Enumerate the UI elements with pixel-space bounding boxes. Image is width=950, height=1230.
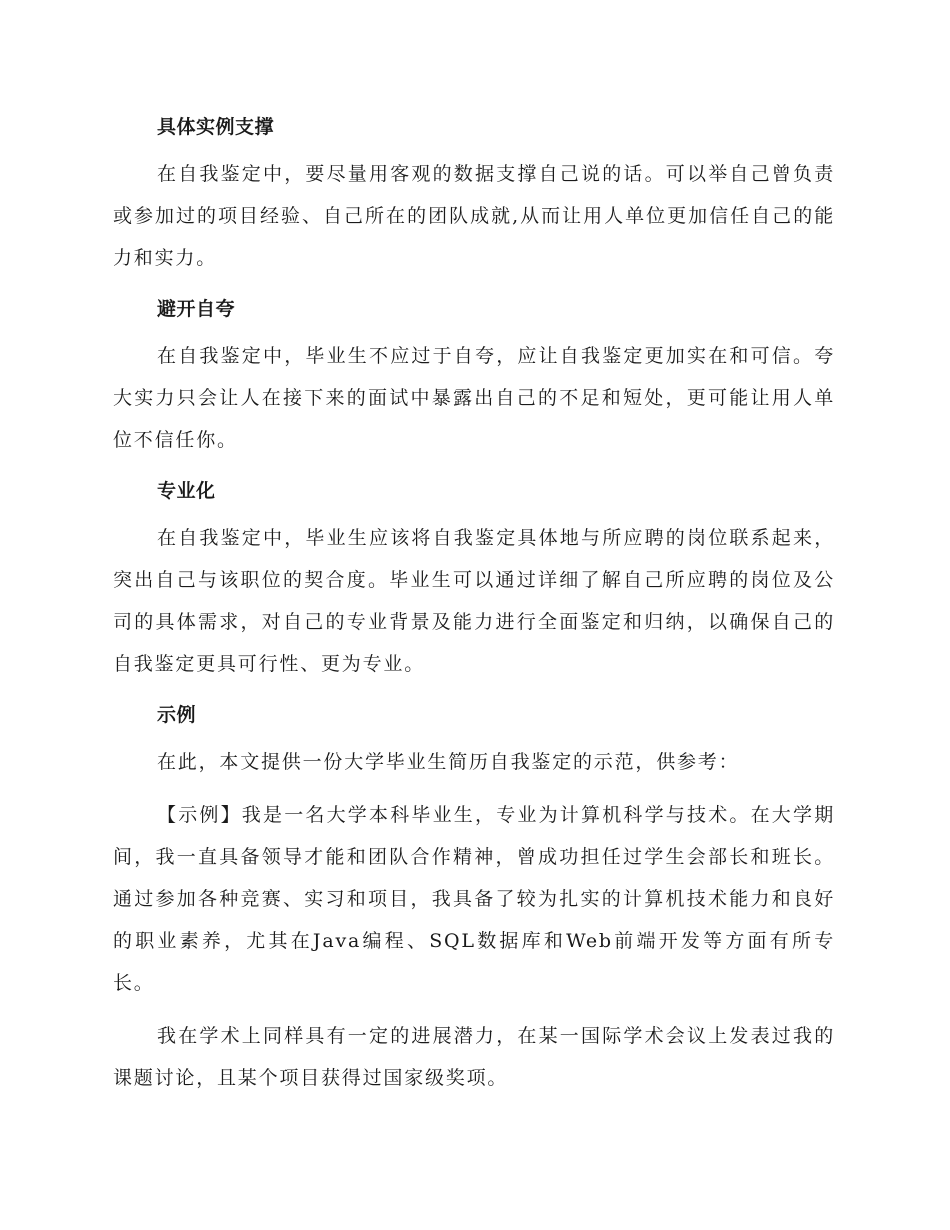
body-paragraph: 在此，本文提供一份大学毕业生简历自我鉴定的示范，供参考：: [157, 751, 740, 773]
section-concrete-examples: [113, 108, 835, 290]
section-heading: 具体实例支撑: [157, 116, 275, 138]
section-professionalism: [113, 472, 835, 696]
section-heading: 专业化: [157, 480, 216, 502]
section-heading: 示例: [157, 704, 197, 726]
section-heading: 避开自夸: [157, 298, 236, 320]
body-paragraph: 我在学术上同样具有一定的进展潜力，在某一国际学术会议上发表过我的课题讨论，且某个项目获得过国家级奖项。: [113, 1025, 835, 1089]
body-paragraph: 【示例】我是一名大学本科毕业生，专业为计算机科学与技术。在大学期间，我一直具备领导才能和团队合作精神，曾成功担任过学生会部长和班长。通过参加各种竞赛、实习和项目，我具备了较为扎实的计算机技术能力和良好的职业素养，尤其在Java编程、SQL数据库和Web前端开发等方面有所专长。: [113, 804, 835, 994]
document-body: [113, 108, 835, 1099]
body-paragraph: 在自我鉴定中，要尽量用客观的数据支撑自己说的话。可以举自己曾负责或参加过的项目经验、自己所在的团队成就,从而让用人单位更加信任自己的能力和实力。: [113, 163, 835, 269]
section-avoid-boasting: [113, 290, 835, 472]
section-example: [113, 696, 835, 1099]
body-paragraph: 在自我鉴定中，毕业生不应过于自夸，应让自我鉴定更加实在和可信。夸大实力只会让人在接下来的面试中暴露出自己的不足和短处，更可能让用人单位不信任你。: [113, 345, 835, 451]
body-paragraph: 在自我鉴定中，毕业生应该将自我鉴定具体地与所应聘的岗位联系起来，突出自己与该职位的契合度。毕业生可以通过详细了解自己所应聘的岗位及公司的具体需求，对自己的专业背景及能力进行全面鉴定和归纳，以确保自己的自我鉴定更具可行性、更为专业。: [113, 527, 835, 675]
